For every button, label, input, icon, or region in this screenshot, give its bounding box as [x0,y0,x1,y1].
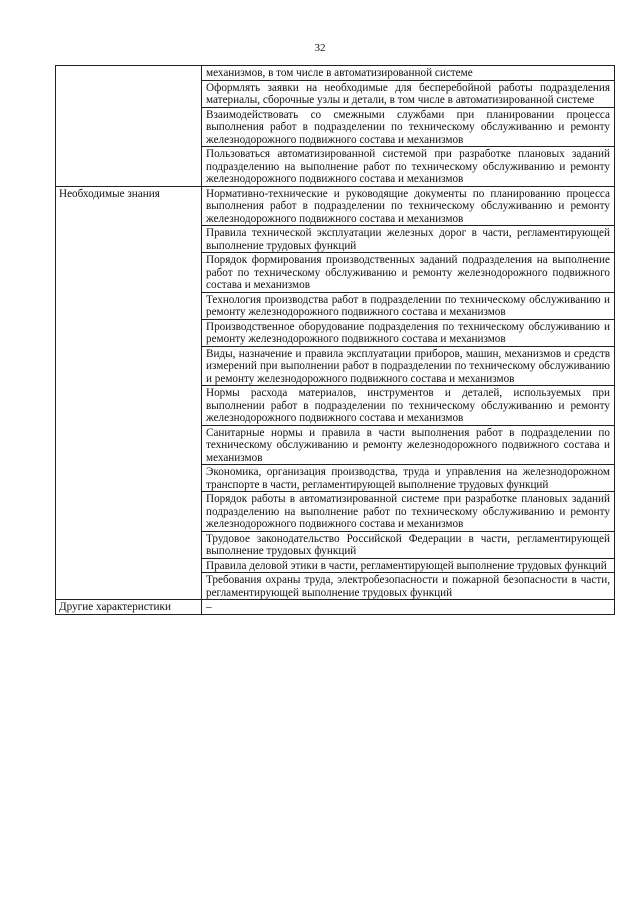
knowledge-cell: Экономика, организация производства, труда и управления на железнодорожном транспорте в части, регламентирующей выполнение трудовых функций [202,465,615,492]
knowledge-cell: Порядок работы в автоматизированной системе при разработке плановых заданий подразделению на выполнение работ по техническому обслуживанию и ремонту железнодорожного подвижного состава и механизмов [202,492,615,532]
other-characteristics-value: – [202,600,615,615]
table-row [56,186,615,226]
table-row [56,66,615,81]
skill-cell: Пользоваться автоматизированной системой при разработке плановых заданий подразделению на выполнение работ по техническому обслуживанию и ремонту железнодорожного подвижного состава и механизмов [202,147,615,187]
skill-cell: Оформлять заявки на необходимые для бесперебойной работы подразделения материалы, сборочные узлы и детали, в том числе в автоматизированной системе [202,80,615,107]
knowledge-cell: Производственное оборудование подразделения по техническому обслуживанию и ремонту железнодорожного подвижного состава и механизмов [202,319,615,346]
knowledge-cell: Правила технической эксплуатации железных дорог в части, регламентирующей выполнение трудовых функций [202,226,615,253]
skill-cell: механизмов, в том числе в автоматизированной системе [202,66,615,81]
knowledge-cell: Технология производства работ в подразделении по техническому обслуживанию и ремонту железнодорожного подвижного состава и механизмов [202,292,615,319]
requirements-table [55,65,615,615]
knowledge-cell: Санитарные нормы и правила в части выполнения работ в подразделении по техническому обслуживанию и ремонту железнодорожного подвижного состава и механизмов [202,425,615,465]
knowledge-cell: Нормы расхода материалов, инструментов и деталей, используемых при выполнении работ в подразделении по техническому обслуживанию и ремонту железнодорожного подвижного состава и механизмов [202,386,615,426]
knowledge-cell: Нормативно-технические и руководящие документы по планированию процесса выполнения работ в подразделении по техническому обслуживанию и ремонту железнодорожного подвижного состава и механизмов [202,186,615,226]
skill-cell: Взаимодействовать со смежными службами при планировании процесса выполнения работ в подразделении по техническому обслуживанию и ремонту железнодорожного подвижного состава и механизмов [202,107,615,147]
skills-label-cell [56,66,202,187]
other-characteristics-label: Другие характеристики [56,600,202,615]
knowledge-cell: Требования охраны труда, электробезопасности и пожарной безопасности в части, регламентирующей выполнение трудовых функций [202,573,615,600]
page-number: 32 [314,42,326,54]
knowledge-cell: Виды, назначение и правила эксплуатации приборов, машин, механизмов и средств измерений при выполнении работ в подразделении по техническому обслуживанию и ремонту железнодорожного подвижного состава и механизмов [202,346,615,386]
knowledge-cell: Порядок формирования производственных заданий подразделения на выполнение работ по техническому обслуживанию и ремонту железнодорожного подвижного состава и механизмов [202,253,615,293]
table-row [56,600,615,615]
knowledge-cell: Правила деловой этики в части, регламентирующей выполнение трудовых функций [202,558,615,573]
knowledge-cell: Трудовое законодательство Российской Федерации в части, регламентирующей выполнение трудовых функций [202,531,615,558]
knowledge-label: Необходимые знания [56,186,202,600]
